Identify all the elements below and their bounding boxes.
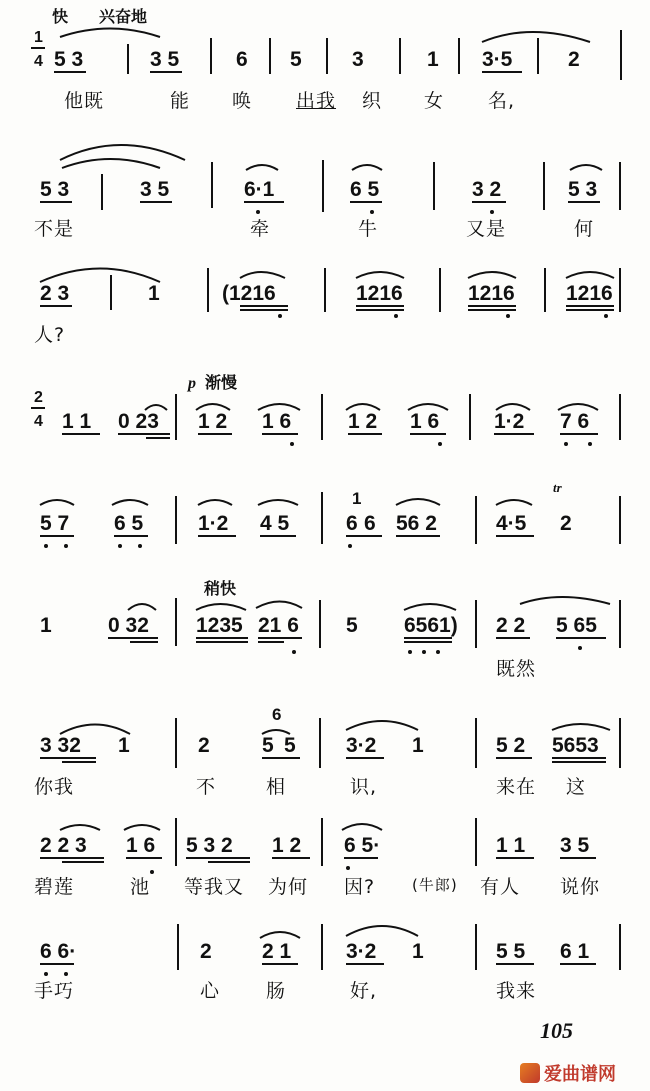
note: 2 2: [496, 614, 526, 637]
note: 2 3: [40, 282, 70, 305]
note: 6 5·: [344, 834, 381, 857]
lyric: 池: [130, 876, 151, 898]
lyric: 说你: [560, 876, 601, 898]
note: 1: [412, 940, 424, 963]
lyric: 有人: [480, 876, 521, 898]
note: 5 5: [496, 940, 526, 963]
note: 6: [364, 512, 376, 535]
note: 6 5: [114, 512, 144, 535]
system-9: [40, 924, 620, 970]
lyric: 碧莲: [34, 876, 75, 898]
note: 6 1: [560, 940, 590, 963]
note: 6561): [404, 614, 458, 637]
lyric: 来在: [496, 776, 537, 798]
lyric: 为何: [268, 876, 309, 898]
lyric: 等我又: [184, 876, 245, 898]
lyric: 既然: [496, 658, 537, 680]
note: 3 5: [560, 834, 590, 857]
lyric: 心: [200, 980, 221, 1002]
note: 5 2: [496, 734, 526, 757]
lyric: 人?: [34, 324, 66, 346]
note: 1: [118, 734, 130, 757]
note: 3 32: [40, 734, 81, 757]
note: 7 6: [560, 410, 590, 433]
note: 5 3: [40, 178, 70, 201]
lyric: 牵: [250, 218, 271, 240]
marking-shaokuai: 稍快: [204, 579, 237, 598]
note: 2: [200, 940, 212, 963]
note: 0 23: [118, 410, 159, 433]
note: 6·1: [244, 178, 275, 201]
note: 3 5: [150, 48, 180, 71]
note: 5: [346, 614, 358, 637]
time-sig-top: 2: [34, 389, 43, 406]
lyric: 何: [574, 218, 595, 240]
lyric: 识,: [350, 776, 378, 798]
note: 1 2: [198, 410, 228, 433]
lyric: 他既: [64, 90, 105, 112]
system-4: [31, 373, 620, 440]
note: 1 2: [348, 410, 378, 433]
time-sig-top: 1: [34, 29, 43, 46]
note: 1: [40, 614, 52, 637]
time-sig-bottom: 4: [34, 413, 43, 430]
note: 3·2: [346, 940, 377, 963]
system-5: [40, 480, 620, 544]
system-1: [31, 7, 621, 80]
note: 1 6: [126, 834, 156, 857]
note: 1216: [468, 282, 515, 305]
lyric: 好,: [350, 980, 378, 1002]
lyric: 不是: [34, 218, 75, 240]
lyric: 织: [362, 90, 383, 112]
lyric: 不: [196, 776, 217, 798]
note: 5: [262, 734, 274, 757]
note: 1 2: [272, 834, 302, 857]
note: 1·2: [494, 410, 525, 433]
note: 5: [284, 734, 296, 757]
note: 1216: [356, 282, 403, 305]
note: 3·5: [482, 48, 513, 71]
marking-xingfendi: 兴奋地: [99, 7, 148, 26]
lyric: 出我: [296, 90, 337, 112]
note: 56 2: [396, 512, 437, 535]
note: 21 6: [258, 614, 299, 637]
note: 3: [352, 48, 364, 71]
note: 6: [236, 48, 248, 71]
lyric: 唤: [232, 90, 253, 112]
note: 3 5: [140, 178, 170, 201]
lyric: 能: [170, 90, 191, 112]
marking-kuai: 快: [52, 7, 69, 26]
note: 2 1: [262, 940, 292, 963]
watermark-logo: [520, 1060, 616, 1086]
note: 1235: [196, 614, 243, 637]
note: 5653: [552, 734, 599, 757]
system-3: [40, 268, 620, 312]
note: (1216: [222, 282, 276, 305]
note: 5 3: [54, 48, 84, 71]
grace-note: 6: [272, 705, 282, 724]
note: 5 3: [568, 178, 598, 201]
page-number: 105: [540, 1018, 573, 1043]
note: 1 6: [410, 410, 440, 433]
lyric: 牛: [358, 218, 379, 240]
note: 2: [198, 734, 210, 757]
note: 4·5: [496, 512, 527, 535]
note: 1: [427, 48, 439, 71]
grace-note: 1: [352, 489, 362, 508]
note: 5: [290, 48, 302, 71]
lyric: 我来: [496, 980, 537, 1002]
note: 0 32: [108, 614, 149, 637]
note: 6 5: [350, 178, 380, 201]
note: 1: [412, 734, 424, 757]
note: 3·2: [346, 734, 377, 757]
note: 2: [568, 48, 580, 71]
note: 1 1: [496, 834, 526, 857]
note: 1: [148, 282, 160, 305]
system-7: [40, 705, 620, 768]
note: 1 1: [62, 410, 92, 433]
note: 5 65: [556, 614, 597, 637]
lyric: 手巧: [34, 980, 75, 1002]
lyric: 女: [424, 90, 445, 112]
watermark-text: 爱曲谱网: [544, 1064, 616, 1085]
note: 3 2: [472, 178, 502, 201]
music-note-icon: [520, 1063, 540, 1083]
system-2: [40, 145, 620, 212]
marking-tr: tr: [553, 480, 562, 495]
note: 1·2: [198, 512, 229, 535]
lyric: 又是: [466, 218, 507, 240]
lyric: 这: [566, 776, 587, 798]
time-sig-bottom: 4: [34, 53, 43, 70]
note: 5 7: [40, 512, 70, 535]
lyric: 因?: [344, 876, 376, 898]
note: 4 5: [260, 512, 290, 535]
lyric: 肠: [266, 980, 287, 1002]
note: 6 6·: [40, 940, 77, 963]
lyric: 你我: [34, 776, 75, 798]
note: 2: [560, 512, 572, 535]
note: 6: [346, 512, 358, 535]
marking-p: p: [188, 375, 196, 392]
note: 2 2 3: [40, 834, 87, 857]
system-6: [40, 579, 620, 648]
lyric: (牛郎): [412, 876, 458, 894]
note: 5 3 2: [186, 834, 233, 857]
lyric: 名,: [488, 90, 516, 112]
marking-jianman: 渐慢: [205, 373, 238, 392]
note: 1 6: [262, 410, 292, 433]
system-8: [40, 818, 596, 866]
lyric: 相: [266, 776, 287, 798]
note: 1216: [566, 282, 613, 305]
